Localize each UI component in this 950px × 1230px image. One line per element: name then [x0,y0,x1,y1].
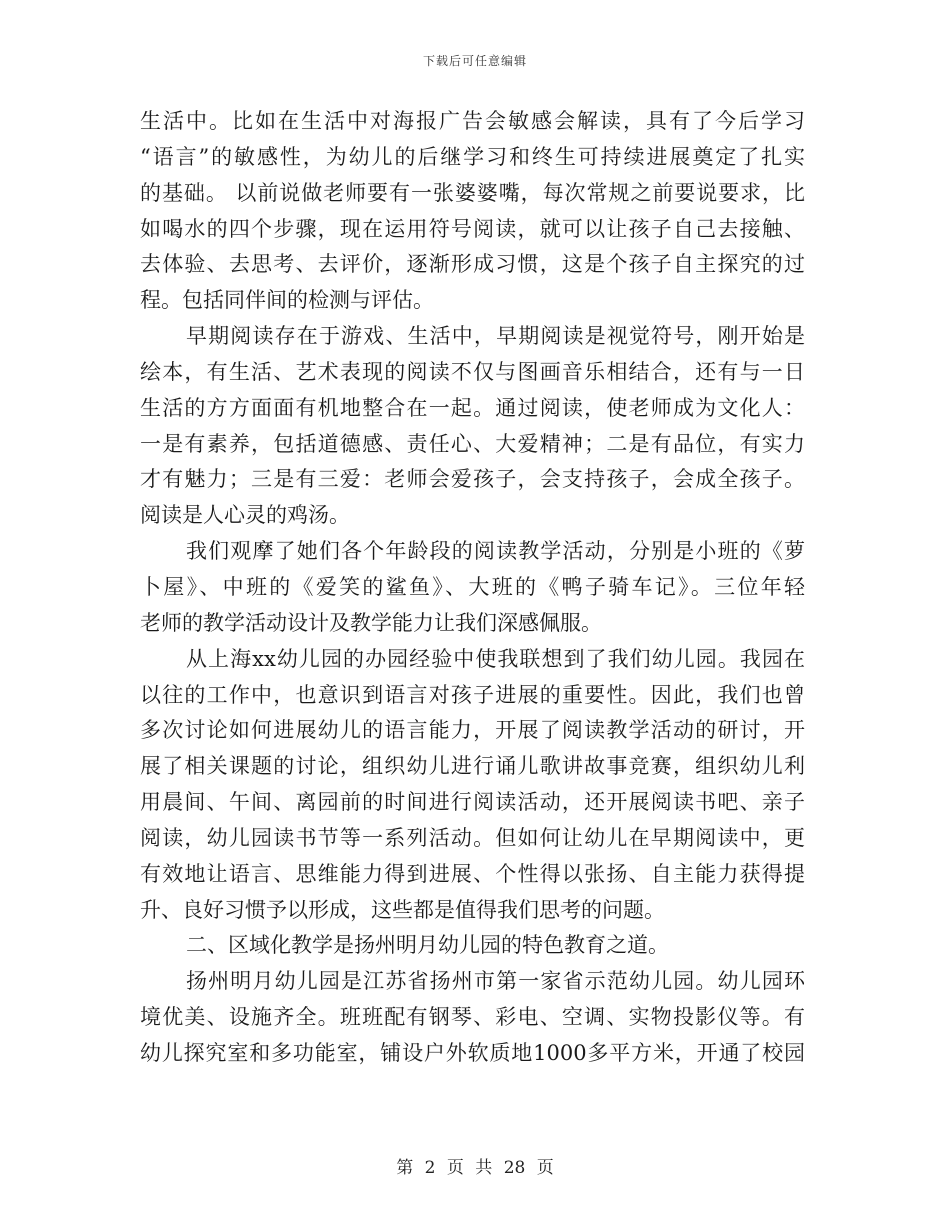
text-line: 从上海xx幼儿园的办园经验中使我联想到了我们幼儿园。我园在 [186,646,805,671]
text-line: 展了相关课题的讨论，组织幼儿进行诵儿歌讲故事竞赛，组织幼儿利 [140,754,805,779]
page-number: 第 2 页 共 28 页 [396,1158,554,1178]
text-line: 我们观摩了她们各个年龄段的阅读教学活动，分别是小班的《萝 [186,539,805,564]
text-line: 境优美、设施齐全。班班配有钢琴、彩电、空调、实物投影仪等。有 [140,1005,805,1030]
text-line: 二、区域化教学是扬州明月幼儿园的特色教育之道。 [186,933,669,958]
text-line: “语言”的敏感性，为幼儿的后继学习和终生可持续进展奠定了扎实 [140,144,805,169]
text-line: 一是有素养，包括道德感、责任心、大爱精神；二是有品位，有实力 [140,431,805,456]
page-header: 下载后可任意编辑 [422,54,527,68]
text-line: 生活中。比如在生活中对海报广告会敏感会解读，具有了今后学习 [140,109,805,133]
text-line: 绘本，有生活、艺术表现的阅读不仅与图画音乐相结合，还有与一日 [140,359,805,384]
text-line: 如喝水的四个步骤，现在运用符号阅读，就可以让孩子自己去接触、 [140,216,805,241]
text-line: 有效地让语言、思维能力得到进展、个性得以张扬、自主能力获得提 [140,861,805,886]
paragraph [140,104,805,319]
text-line: 程。包括同伴间的检测与评估。 [140,288,434,313]
paragraph [140,964,805,1072]
text-line: 以往的工作中，也意识到语言对孩子进展的重要性。因此，我们也曾 [140,682,805,707]
document-body [140,104,805,1072]
paragraph [140,319,805,534]
text-line: 卜屋》、中班的《爱笑的鲨鱼》、大班的《鸭子骑车记》。三位年轻 [140,574,805,599]
text-line: 早期阅读存在于游戏、生活中，早期阅读是视觉符号，刚开始是 [186,324,805,349]
text-line: 多次讨论如何进展幼儿的语言能力，开展了阅读教学活动的研讨，开 [140,718,805,743]
text-line: 才有魅力；三是有三爱：老师会爱孩子，会支持孩子，会成全孩子。 [140,467,805,492]
paragraph [140,534,805,642]
text-line: 扬州明月幼儿园是江苏省扬州市第一家省示范幼儿园。幼儿园环 [186,969,805,994]
text-line: 阅读是人心灵的鸡汤。 [140,503,350,528]
text-line: 阅读，幼儿园读书节等一系列活动。但如何让幼儿在早期阅读中，更 [140,825,805,850]
text-line: 升、良好习惯予以形成，这些都是值得我们思考的问题。 [140,897,665,922]
text-line: 老师的教学活动设计及教学能力让我们深感佩服。 [140,610,602,635]
paragraph [140,642,805,929]
text-line: 的基础。 以前说做老师要有一张婆婆嘴，每次常规之前要说要求，比 [140,180,805,205]
text-line: 幼儿探究室和多功能室，铺设户外软质地1000多平方米，开通了校园 [140,1040,805,1065]
section-heading [140,928,805,964]
text-line: 用晨间、午间、离园前的时间进行阅读活动，还开展阅读书吧、亲子 [140,790,805,815]
text-line: 去体验、去思考、去评价，逐渐形成习惯，这是个孩子自主探究的过 [140,252,805,277]
text-line: 生活的方方面面有机地整合在一起。通过阅读，使老师成为文化人： [140,395,805,420]
